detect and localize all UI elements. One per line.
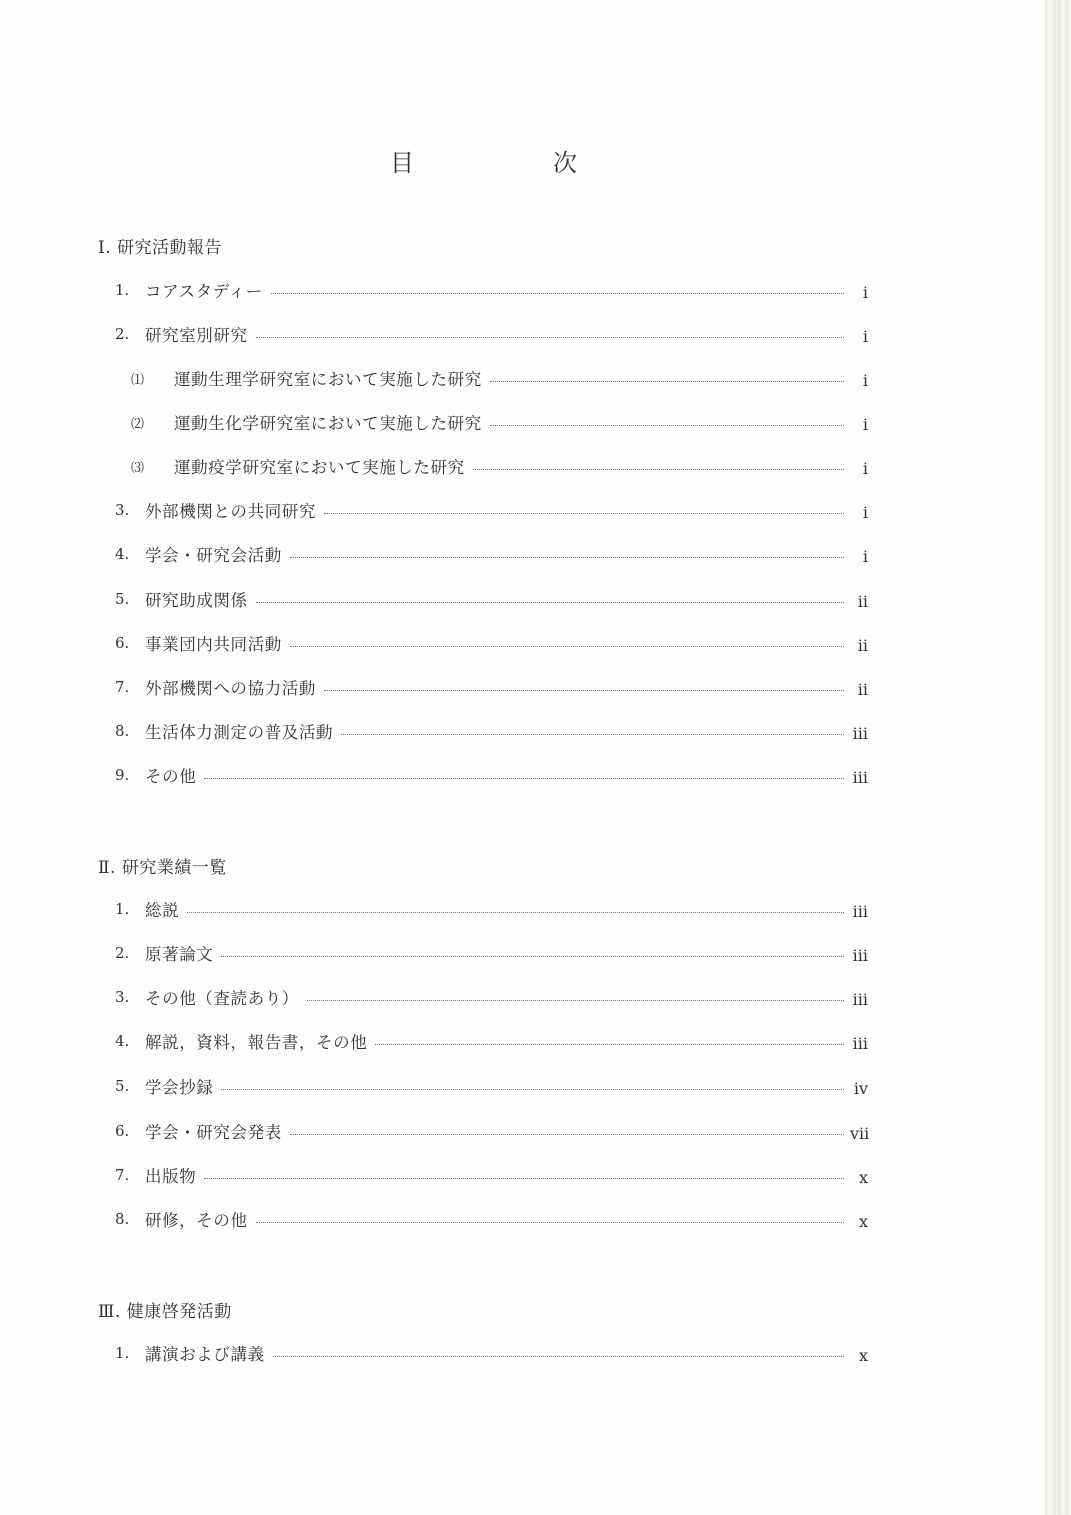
entry-page: vii bbox=[850, 1123, 870, 1143]
toc-entry[interactable] bbox=[115, 543, 868, 565]
entry-number: 3. bbox=[115, 501, 130, 519]
entry-label: 総説 bbox=[145, 901, 180, 920]
toc-entry[interactable] bbox=[115, 1164, 868, 1186]
title-char-2: 次 bbox=[553, 149, 577, 177]
toc-entry[interactable] bbox=[115, 499, 868, 521]
section-heading: Ⅱ. 研究業績一覧 bbox=[98, 858, 227, 878]
entry-page: i bbox=[862, 458, 868, 478]
dot-leader bbox=[204, 1178, 844, 1179]
entry-number: ⑶ bbox=[131, 460, 145, 476]
entry-number: 8. bbox=[115, 722, 130, 740]
title-char-1: 目 bbox=[390, 149, 414, 177]
entry-page: i bbox=[862, 370, 868, 390]
entry-label: コアスタディー bbox=[145, 282, 263, 301]
toc-entry[interactable] bbox=[115, 764, 868, 786]
dot-leader bbox=[256, 337, 844, 338]
toc-entry[interactable] bbox=[115, 986, 868, 1008]
dot-leader bbox=[490, 381, 844, 382]
entry-label: 研究室別研究 bbox=[145, 326, 248, 345]
entry-label: 運動疫学研究室において実施した研究 bbox=[174, 458, 465, 477]
entry-label: 外部機関との共同研究 bbox=[145, 502, 316, 521]
entry-number: ⑵ bbox=[131, 416, 145, 432]
entry-page: ii bbox=[857, 635, 868, 655]
toc-subentry[interactable] bbox=[131, 455, 868, 477]
entry-page: iii bbox=[852, 989, 868, 1009]
entry-number: 6. bbox=[115, 1122, 130, 1140]
dot-leader bbox=[473, 469, 844, 470]
entry-page: i bbox=[862, 326, 868, 346]
page-edge bbox=[1045, 0, 1071, 1515]
entry-label: 解説，資料，報告書，その他 bbox=[145, 1033, 368, 1052]
dot-leader bbox=[290, 646, 844, 647]
entry-page: iii bbox=[852, 1033, 868, 1053]
entry-number: 5. bbox=[115, 590, 130, 608]
entry-label: 研修，その他 bbox=[145, 1211, 248, 1230]
entry-page: iv bbox=[853, 1078, 868, 1098]
dot-leader bbox=[256, 1222, 844, 1223]
toc-entry[interactable] bbox=[115, 720, 868, 742]
entry-label: その他 bbox=[145, 767, 197, 786]
dot-leader bbox=[273, 1356, 844, 1357]
entry-number: 1. bbox=[115, 1344, 130, 1362]
entry-number: 4. bbox=[115, 545, 130, 563]
entry-label: 事業団内共同活動 bbox=[145, 635, 282, 654]
entry-number: 1. bbox=[115, 900, 130, 918]
toc-entry[interactable] bbox=[115, 1342, 868, 1364]
entry-page: i bbox=[862, 282, 868, 302]
toc-entry[interactable] bbox=[115, 1075, 868, 1097]
entry-page: x bbox=[858, 1167, 868, 1187]
entry-label: その他（査読あり） bbox=[145, 989, 299, 1008]
toc-entry[interactable] bbox=[115, 676, 868, 698]
entry-page: x bbox=[858, 1211, 868, 1231]
entry-number: 1. bbox=[115, 281, 130, 299]
entry-page: iii bbox=[852, 723, 868, 743]
entry-page: iii bbox=[852, 945, 868, 965]
entry-page: iii bbox=[852, 767, 868, 787]
entry-label: 運動生理学研究室において実施した研究 bbox=[174, 370, 482, 389]
entry-number: 2. bbox=[115, 325, 130, 343]
toc-subentry[interactable] bbox=[131, 411, 868, 433]
entry-label: 出版物 bbox=[145, 1167, 197, 1186]
entry-number: 8. bbox=[115, 1210, 130, 1228]
entry-number: ⑴ bbox=[131, 372, 145, 388]
entry-label: 運動生化学研究室において実施した研究 bbox=[174, 414, 482, 433]
dot-leader bbox=[256, 602, 844, 603]
entry-page: ii bbox=[857, 679, 868, 699]
section-heading: Ⅰ. 研究活動報告 bbox=[98, 238, 223, 258]
entry-number: 9. bbox=[115, 766, 130, 784]
entry-number: 5. bbox=[115, 1077, 130, 1095]
entry-label: 講演および講義 bbox=[145, 1345, 265, 1364]
toc-entry[interactable] bbox=[115, 942, 868, 964]
toc-entry[interactable] bbox=[115, 323, 868, 345]
toc-entry[interactable] bbox=[115, 1120, 868, 1142]
toc-entry[interactable] bbox=[115, 898, 868, 920]
entry-page: ii bbox=[857, 591, 868, 611]
entry-label: 学会抄録 bbox=[145, 1078, 214, 1097]
dot-leader bbox=[271, 293, 844, 294]
entry-label: 研究助成関係 bbox=[145, 591, 248, 610]
dot-leader bbox=[187, 912, 844, 913]
entry-number: 7. bbox=[115, 1166, 130, 1184]
entry-page: iii bbox=[852, 901, 868, 921]
toc-entry[interactable] bbox=[115, 588, 868, 610]
entry-page: i bbox=[862, 414, 868, 434]
dot-leader bbox=[290, 557, 844, 558]
toc-entry[interactable] bbox=[115, 1208, 868, 1230]
entry-page: i bbox=[862, 546, 868, 566]
dot-leader bbox=[221, 956, 844, 957]
toc-entry[interactable] bbox=[115, 279, 868, 301]
entry-page: i bbox=[862, 502, 868, 522]
dot-leader bbox=[290, 1134, 844, 1135]
dot-leader bbox=[307, 1000, 844, 1001]
dot-leader bbox=[324, 690, 844, 691]
dot-leader bbox=[324, 513, 844, 514]
entry-label: 外部機関への協力活動 bbox=[145, 679, 316, 698]
entry-number: 3. bbox=[115, 988, 130, 1006]
dot-leader bbox=[221, 1089, 844, 1090]
entry-label: 学会・研究会活動 bbox=[145, 546, 282, 565]
entry-page: x bbox=[858, 1345, 868, 1365]
toc-entry[interactable] bbox=[115, 632, 868, 654]
dot-leader bbox=[490, 425, 844, 426]
entry-label: 学会・研究会発表 bbox=[145, 1123, 282, 1142]
entry-number: 2. bbox=[115, 944, 130, 962]
entry-number: 7. bbox=[115, 678, 130, 696]
entry-number: 6. bbox=[115, 634, 130, 652]
entry-number: 4. bbox=[115, 1032, 130, 1050]
entry-label: 原著論文 bbox=[145, 945, 214, 964]
dot-leader bbox=[375, 1044, 844, 1045]
section-heading: Ⅲ. 健康啓発活動 bbox=[98, 1302, 232, 1322]
toc-entry[interactable] bbox=[115, 1030, 868, 1052]
dot-leader bbox=[341, 734, 844, 735]
toc-subentry[interactable] bbox=[131, 367, 868, 389]
page-title bbox=[390, 143, 590, 177]
dot-leader bbox=[204, 778, 844, 779]
entry-label: 生活体力測定の普及活動 bbox=[145, 723, 334, 742]
